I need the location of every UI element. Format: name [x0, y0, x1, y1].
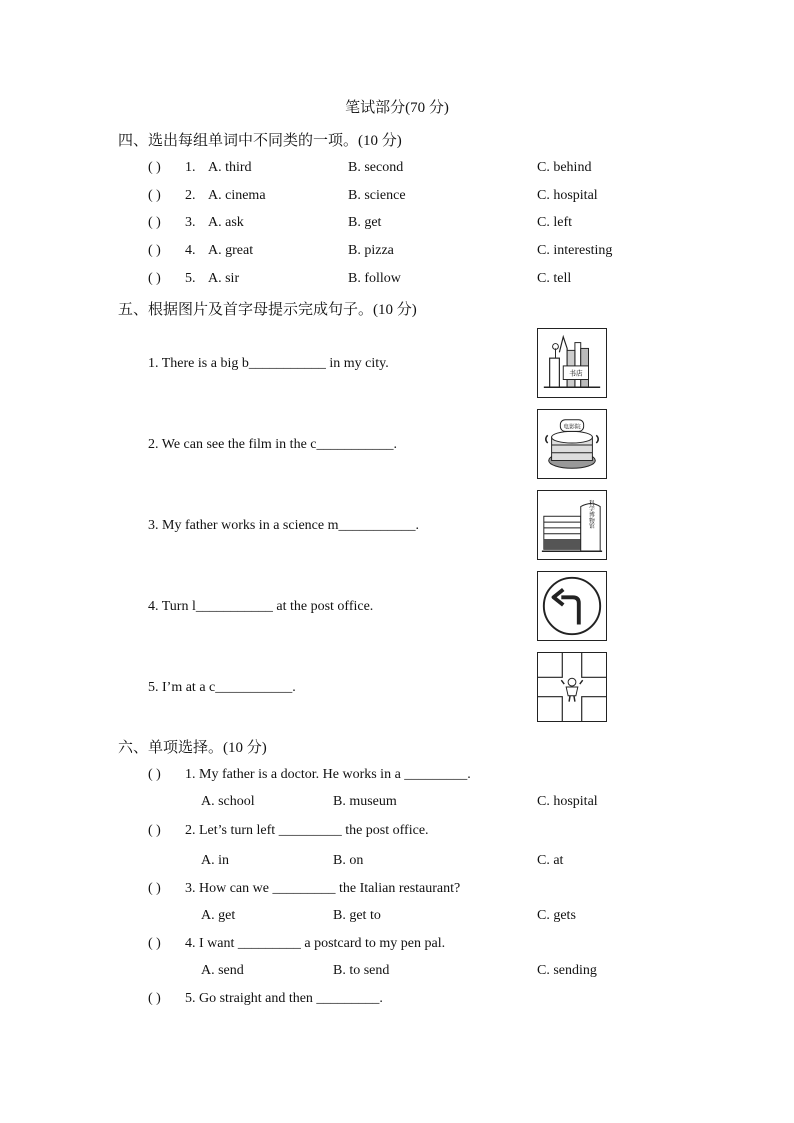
s6-question-1 [0, 767, 794, 787]
s4-question-3 [0, 215, 794, 235]
s6-question-2 [0, 823, 794, 843]
option-b: B. science [348, 188, 406, 203]
option-b: B. second [348, 160, 404, 175]
question-text: 5. Go straight and then _________. [185, 991, 383, 1006]
bookstore-icon [537, 328, 607, 398]
question-number: 5. [185, 271, 196, 286]
question-text: 3. How can we _________ the Italian restaurant? [185, 881, 461, 896]
s4-question-4 [0, 243, 794, 263]
question-number: 2. [185, 188, 196, 203]
question-text: 1. My father is a doctor. He works in a _________. [185, 767, 471, 782]
s5-sentence-1: 1. There is a big b___________ in my city. [148, 356, 389, 371]
museum-sign-text: 科学博物馆 [587, 499, 594, 529]
answer-blank[interactable]: ( ) [148, 271, 161, 286]
answer-blank[interactable]: ( ) [148, 936, 161, 951]
answer-blank[interactable]: ( ) [148, 188, 161, 203]
question-text: 2. Let’s turn left _________ the post office. [185, 823, 429, 838]
question-text: 4. I want _________ a postcard to my pen pal. [185, 936, 446, 951]
section-4-heading: 四、选出每组单词中不同类的一项。(10 分) [118, 133, 402, 149]
option-b: B. on [333, 853, 364, 868]
s6-options-4 [0, 963, 794, 983]
option-b: B. get to [333, 908, 381, 923]
s6-options-1 [0, 794, 794, 814]
page-title: 笔试部分(70 分) [345, 100, 449, 116]
answer-blank[interactable]: ( ) [148, 160, 161, 175]
option-a: A. school [201, 794, 255, 809]
option-b: B. museum [333, 794, 397, 809]
question-number: 3. [185, 215, 196, 230]
s5-sentence-5: 5. I’m at a c___________. [148, 680, 296, 695]
option-c: C. tell [537, 271, 572, 286]
museum-icon [537, 490, 607, 560]
cinema-icon [537, 409, 607, 479]
s6-question-5 [0, 991, 794, 1011]
crossing-icon [537, 652, 607, 722]
s4-question-1 [0, 160, 794, 180]
option-a: A. get [201, 908, 236, 923]
option-c: C. hospital [537, 794, 598, 809]
option-c: C. gets [537, 908, 576, 923]
s6-question-3 [0, 881, 794, 901]
turn-left-sign-icon [537, 571, 607, 641]
s5-sentence-4: 4. Turn l___________ at the post office. [148, 599, 374, 614]
option-c: C. interesting [537, 243, 613, 258]
option-b: B. pizza [348, 243, 394, 258]
section-6-heading: 六、单项选择。(10 分) [118, 740, 267, 756]
option-a: A. great [208, 243, 254, 258]
s6-options-2 [0, 853, 794, 873]
answer-blank[interactable]: ( ) [148, 767, 161, 782]
section-5-heading: 五、根据图片及首字母提示完成句子。(10 分) [118, 302, 417, 318]
option-a: A. send [201, 963, 244, 978]
option-a: A. ask [208, 215, 244, 230]
option-a: A. third [208, 160, 252, 175]
question-number: 1. [185, 160, 196, 175]
option-c: C. left [537, 215, 572, 230]
option-a: A. sir [208, 271, 240, 286]
answer-blank[interactable]: ( ) [148, 823, 161, 838]
question-number: 4. [185, 243, 196, 258]
answer-blank[interactable]: ( ) [148, 243, 161, 258]
s4-question-5 [0, 271, 794, 291]
s4-question-2 [0, 188, 794, 208]
option-a: A. in [201, 853, 229, 868]
option-c: C. sending [537, 963, 597, 978]
s6-options-3 [0, 908, 794, 928]
option-b: B. follow [348, 271, 401, 286]
option-c: C. hospital [537, 188, 598, 203]
s5-sentence-2: 2. We can see the film in the c___________. [148, 437, 397, 452]
answer-blank[interactable]: ( ) [148, 881, 161, 896]
cinema-sign-text: 电影院 [563, 424, 581, 431]
option-b: B. to send [333, 963, 390, 978]
answer-blank[interactable]: ( ) [148, 991, 161, 1006]
option-a: A. cinema [208, 188, 266, 203]
s6-question-4 [0, 936, 794, 956]
answer-blank[interactable]: ( ) [148, 215, 161, 230]
option-c: C. behind [537, 160, 592, 175]
bookstore-sign-text: 书店 [569, 369, 583, 378]
s5-sentence-3: 3. My father works in a science m___________. [148, 518, 419, 533]
option-b: B. get [348, 215, 382, 230]
option-c: C. at [537, 853, 564, 868]
